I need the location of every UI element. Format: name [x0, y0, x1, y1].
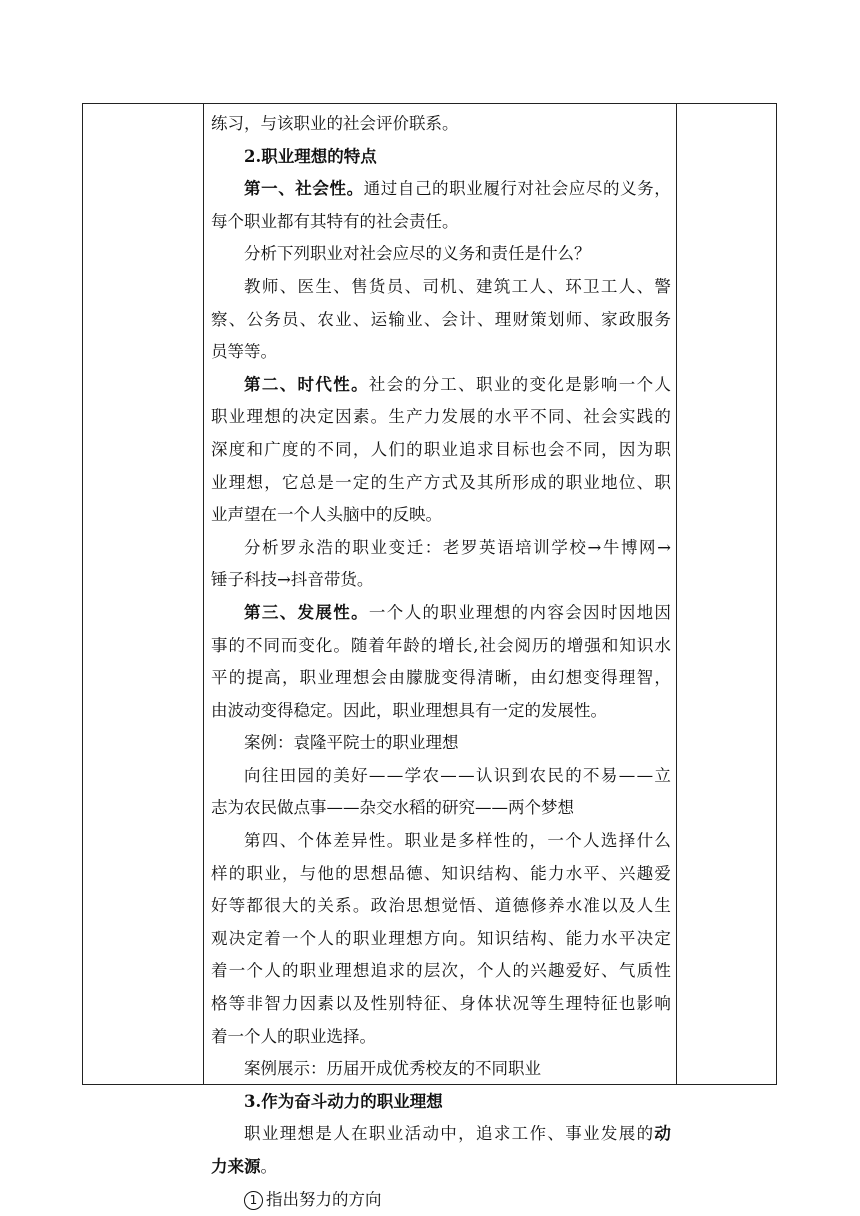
text-line [211, 141, 671, 174]
text-line: 深 度 和 广 度 的 不 同 ， 人 们 的 职 业 追 求 目 标 也 会 不 同 ， 因 为 职 [211, 439, 671, 459]
text-line: 第 四 、 个 体 差 异 性 。 职 业 是 多 样 性 的 ， 一 个 人 选 择 什 么 [244, 831, 671, 851]
text-line [211, 108, 671, 141]
bold-text: 力来源 [211, 1157, 261, 1176]
text-segment: 练习，与该职业的社会评价联系。 [211, 114, 459, 133]
bold-text: 3.作为奋斗动力的职业理想 [244, 1091, 443, 1111]
text-segment: 案例展示：历届开成优秀校友的不同职业 [244, 1059, 541, 1079]
text-line [211, 238, 671, 271]
text-line: 第 一 、 社 会 性 。 通 过 自 己 的 职 业 履 行 对 社 会 应 尽 的 义 务 ， [244, 179, 671, 199]
text-line: 好 等 都 很 大 的 关 系 。 政 治 思 想 觉 悟 、 道 德 修 养 水 准 以 及 人 生 [211, 896, 671, 916]
text-line: 事 的 不 同 而 变 化 。 随 着 年 龄 的 增 长 , 社 会 阅 历 的 增 强 和 知 识 水 [211, 635, 671, 655]
text-line: 第 三 、 发 展 性 。 一 个 人 的 职 业 理 想 的 内 容 会 因 时 因 地 因 [244, 602, 671, 622]
text-line: 样 的 职 业 ， 与 他 的 思 想 品 德 、 知 识 结 构 、 能 力 水 平 、 兴 趣 爱 [211, 863, 671, 883]
text-line: 观 决 定 着 一 个 人 的 职 业 理 想 方 向 。 知 识 结 构 、 能 力 水 平 决 定 [211, 928, 671, 948]
lesson-content-cell [211, 108, 671, 1216]
text-line [211, 336, 671, 369]
text-line: 教 师 、 医 生 、 售 货 员 、 司 机 、 建 筑 工 人 、 环 卫 工 人 、 警 [244, 276, 671, 296]
text-line: 业 理 想 ， 它 总 是 一 定 的 生 产 方 式 及 其 所 形 成 的 职 业 地 位 、 职 [211, 472, 671, 492]
text-segment: 指出努力的方向 [266, 1189, 382, 1209]
text-line: 职 业 理 想 的 决 定 因 素 。 生 产 力 发 展 的 水 平 不 同 、 社 会 实 践 的 [211, 407, 671, 427]
text-line [211, 1151, 671, 1184]
text-segment: 员等等。 [211, 342, 277, 362]
text-segment: 着一个人的职业选择。 [211, 1026, 376, 1046]
text-line [211, 564, 671, 597]
text-line [211, 1021, 671, 1054]
text-line [211, 1184, 671, 1216]
text-line [211, 695, 671, 728]
column-divider-left [203, 104, 204, 1084]
circled-number: 1 [244, 1191, 263, 1210]
text-segment: 志为农民做点事——杂交水稻的研究——两个梦想 [211, 798, 574, 818]
text-line: 向 往 田 园 的 美 好 — — 学 农 — — 认 识 到 农 民 的 不 易 — — 立 [244, 765, 671, 785]
text-segment: 。 [260, 1157, 277, 1176]
text-segment: 分析下列职业对社会应尽的义务和责任是什么？ [244, 244, 591, 264]
text-line [211, 727, 671, 760]
bold-text: 2.职业理想的特点 [244, 146, 377, 166]
text-line [211, 1086, 671, 1119]
lesson-table [82, 103, 777, 1209]
text-line [211, 792, 671, 825]
text-line: 格 等 非 智 力 因 素 以 及 性 别 特 征 、 身 体 状 况 等 生 理 特 征 也 影 响 [211, 994, 671, 1014]
text-line: 第 二 、 时 代 性 。 社 会 的 分 工 、 职 业 的 变 化 是 影 响 一 个 人 [244, 374, 671, 394]
text-line: 察 、 公 务 员 、 农 业 、 运 输 业 、 会 计 、 理 财 策 划 师 、 家 政 服 务 [211, 309, 671, 329]
text-line: 平 的 提 高 ， 职 业 理 想 会 由 朦 胧 变 得 清 晰 ， 由 幻 想 变 得 理 智 ， [211, 668, 671, 688]
text-segment: 锤子科技→抖音带货。 [211, 570, 374, 590]
text-line [211, 499, 671, 532]
text-line [211, 206, 671, 239]
text-segment: 每个职业都有其特有的社会责任。 [211, 211, 459, 231]
text-segment: 由波动变得稳定。因此，职业理想具有一定的发展性。 [211, 700, 607, 720]
text-line: 职 业 理 想 是 人 在 职 业 活 动 中 ， 追 求 工 作 、 事 业 发 展 的 动 [244, 1124, 671, 1144]
text-segment: 案例：袁隆平院士的职业理想 [244, 733, 459, 753]
column-divider-right [676, 104, 677, 1084]
text-line: 分 析 罗 永 浩 的 职 业 变 迁 ： 老 罗 英 语 培 训 学 校 → 牛 博 网 → [244, 537, 671, 557]
text-line [211, 1053, 671, 1086]
text-line: 着 一 个 人 的 职 业 理 想 追 求 的 层 次 ， 个 人 的 兴 趣 爱 好 、 气 质 性 [211, 961, 671, 981]
text-segment: 业声望在一个人头脑中的反映。 [211, 505, 442, 525]
